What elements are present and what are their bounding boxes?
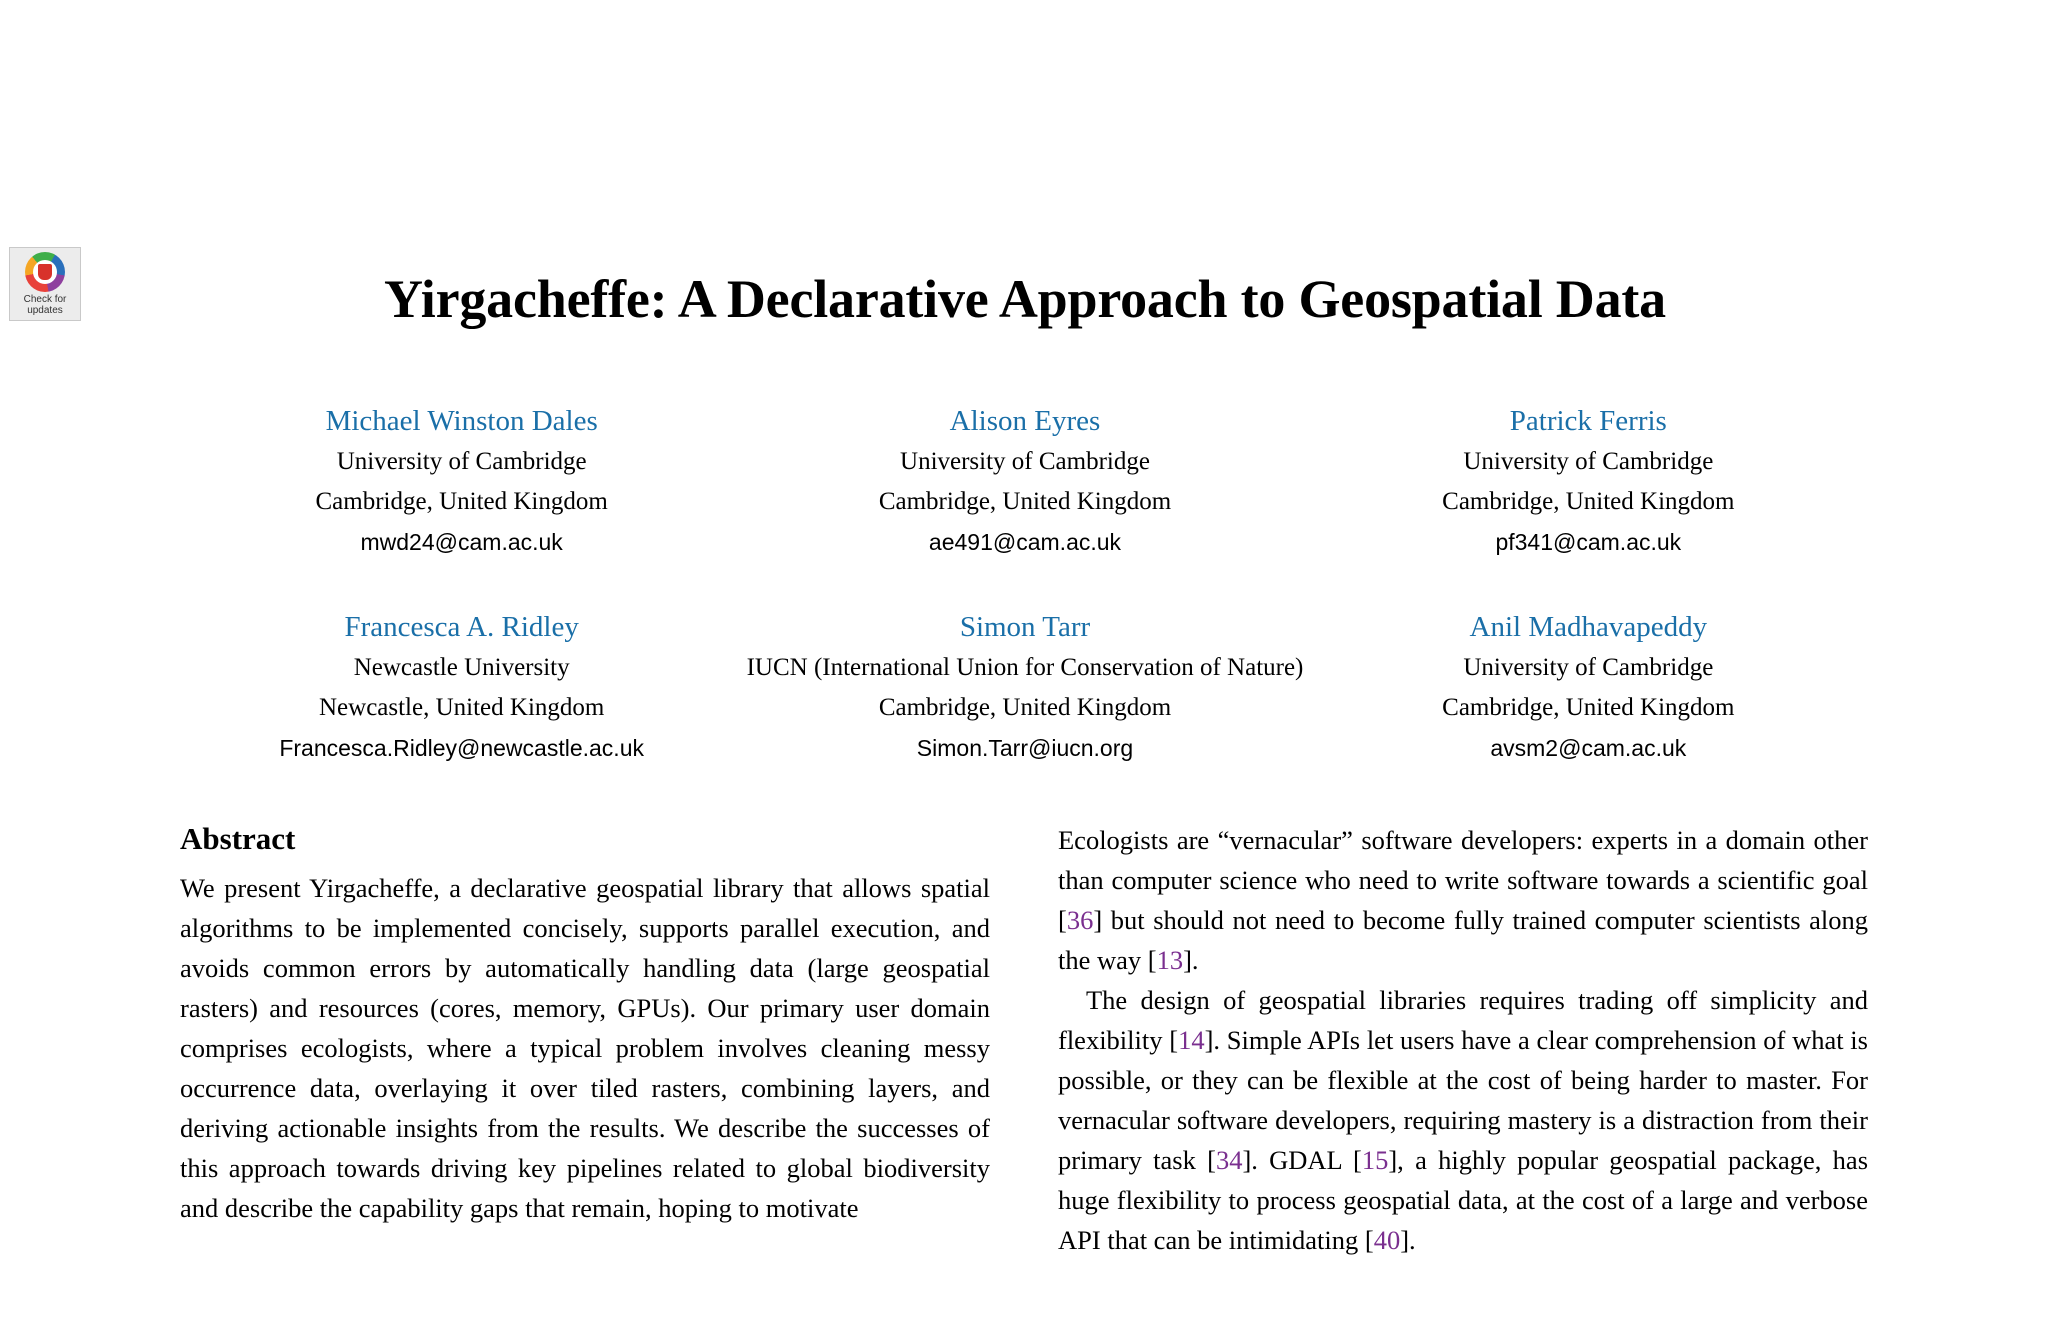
author-location: Cambridge, United Kingdom	[1442, 694, 1735, 721]
author-location: Cambridge, United Kingdom	[878, 694, 1172, 721]
intro-p1-part-a: Ecologists are “vernacular” software developers: experts in a domain other than computer science who need to write software towards a scientific goal [	[1058, 825, 1868, 935]
page-title: Yirgacheffe: A Declarative Approach to Geospatial Data	[384, 269, 1666, 330]
author-email[interactable]: Francesca.Ridley@newcastle.ac.uk	[279, 735, 644, 761]
author-entry	[1307, 606, 1870, 768]
author-affiliation: University of Cambridge	[1463, 448, 1714, 475]
intro-p2-part-c: ]. GDAL [	[1242, 1145, 1362, 1175]
intro-p2-part-d: ], a highly popular geospatial package, has huge flexibility to process geospatial data, at the cost of a large and verbose API that can be intimidating [	[1058, 1145, 1869, 1255]
intro-p1-part-c: ].	[1183, 945, 1199, 975]
intro-paragraph-2	[1058, 980, 1868, 1260]
citation-36[interactable]: 36	[1066, 905, 1094, 935]
author-location: Newcastle, United Kingdom	[318, 694, 605, 721]
author-affiliation: University of Cambridge	[336, 448, 587, 475]
badge-caption-line2: updates	[27, 305, 63, 316]
author-entry	[180, 400, 743, 562]
author-name: Anil Madhavapeddy	[1469, 611, 1708, 643]
author-location: Cambridge, United Kingdom	[878, 488, 1172, 515]
intro-p1-part-b: ] but should not need to become fully trained computer scientists along the way [	[1058, 905, 1868, 975]
author-email[interactable]: avsm2@cam.ac.uk	[1490, 735, 1687, 761]
author-affiliation: University of Cambridge	[900, 448, 1150, 475]
citation-15[interactable]: 15	[1361, 1145, 1389, 1175]
body-columns	[180, 820, 1870, 1260]
abstract-text: We present Yirgacheffe, a declarative geospatial library that allows spatial algorithms to be implemented concisely, supports parallel execution, and avoids common errors by automatically handling data (large geospatial rasters) and resources (cores, memory, GPUs). Our primary user domain comprises ecologists, where a typical problem involves cleaning messy occurrence data, overlaying it over tiled rasters, combining layers, and deriving actionable insights from the results. We describe the successes of this approach towards driving key pipelines related to global biodiversity and describe the capability gaps that remain, hoping to motivate	[180, 873, 990, 1223]
author-location: Cambridge, United Kingdom	[315, 488, 608, 515]
author-name: Alison Eyres	[949, 405, 1101, 437]
badge-caption	[24, 294, 67, 316]
author-affiliation: Newcastle University	[353, 654, 570, 681]
author-name: Francesca A. Ridley	[344, 611, 579, 643]
author-email[interactable]: Simon.Tarr@iucn.org	[916, 735, 1134, 761]
intro-p2-part-e: ].	[1400, 1225, 1416, 1255]
author-email[interactable]: pf341@cam.ac.uk	[1495, 529, 1682, 555]
abstract-heading: Abstract	[180, 821, 296, 856]
author-affiliation: IUCN (International Union for Conservation of Nature)	[746, 654, 1304, 681]
author-location: Cambridge, United Kingdom	[1442, 488, 1735, 515]
author-entry	[743, 606, 1306, 768]
author-row	[180, 606, 1870, 768]
badge-inner-mark	[38, 264, 52, 280]
badge-caption-line1: Check for	[23, 294, 67, 305]
author-entry	[180, 606, 743, 768]
author-affiliation: University of Cambridge	[1463, 654, 1714, 681]
author-name: Simon Tarr	[959, 611, 1091, 643]
author-row	[180, 400, 1870, 562]
author-block	[180, 400, 1870, 768]
intro-p2-part-b: ]. Simple APIs let users have a clear comprehension of what is possible, or they can be flexible at the cost of being harder to master. For vernacular software developers, requiring mastery is a distraction from their primary task [	[1058, 1025, 1868, 1175]
right-column	[1058, 820, 1868, 1260]
citation-13[interactable]: 13	[1156, 945, 1184, 975]
author-email[interactable]: ae491@cam.ac.uk	[928, 529, 1122, 555]
author-email[interactable]: mwd24@cam.ac.uk	[360, 529, 563, 555]
check-for-updates-badge[interactable]	[9, 247, 81, 321]
check-for-updates-icon	[25, 252, 65, 292]
intro-paragraph-1	[1058, 820, 1868, 980]
left-column	[180, 820, 990, 1260]
citation-34[interactable]: 34	[1215, 1145, 1243, 1175]
author-entry	[1307, 400, 1870, 562]
citation-14[interactable]: 14	[1178, 1025, 1205, 1055]
intro-p2-part-a: The design of geospatial libraries requires trading off simplicity and flexibility [	[1058, 985, 1868, 1055]
author-name: Michael Winston Dales	[325, 405, 598, 437]
citation-40[interactable]: 40	[1373, 1225, 1401, 1255]
author-name: Patrick Ferris	[1509, 405, 1667, 437]
author-entry	[743, 400, 1306, 562]
